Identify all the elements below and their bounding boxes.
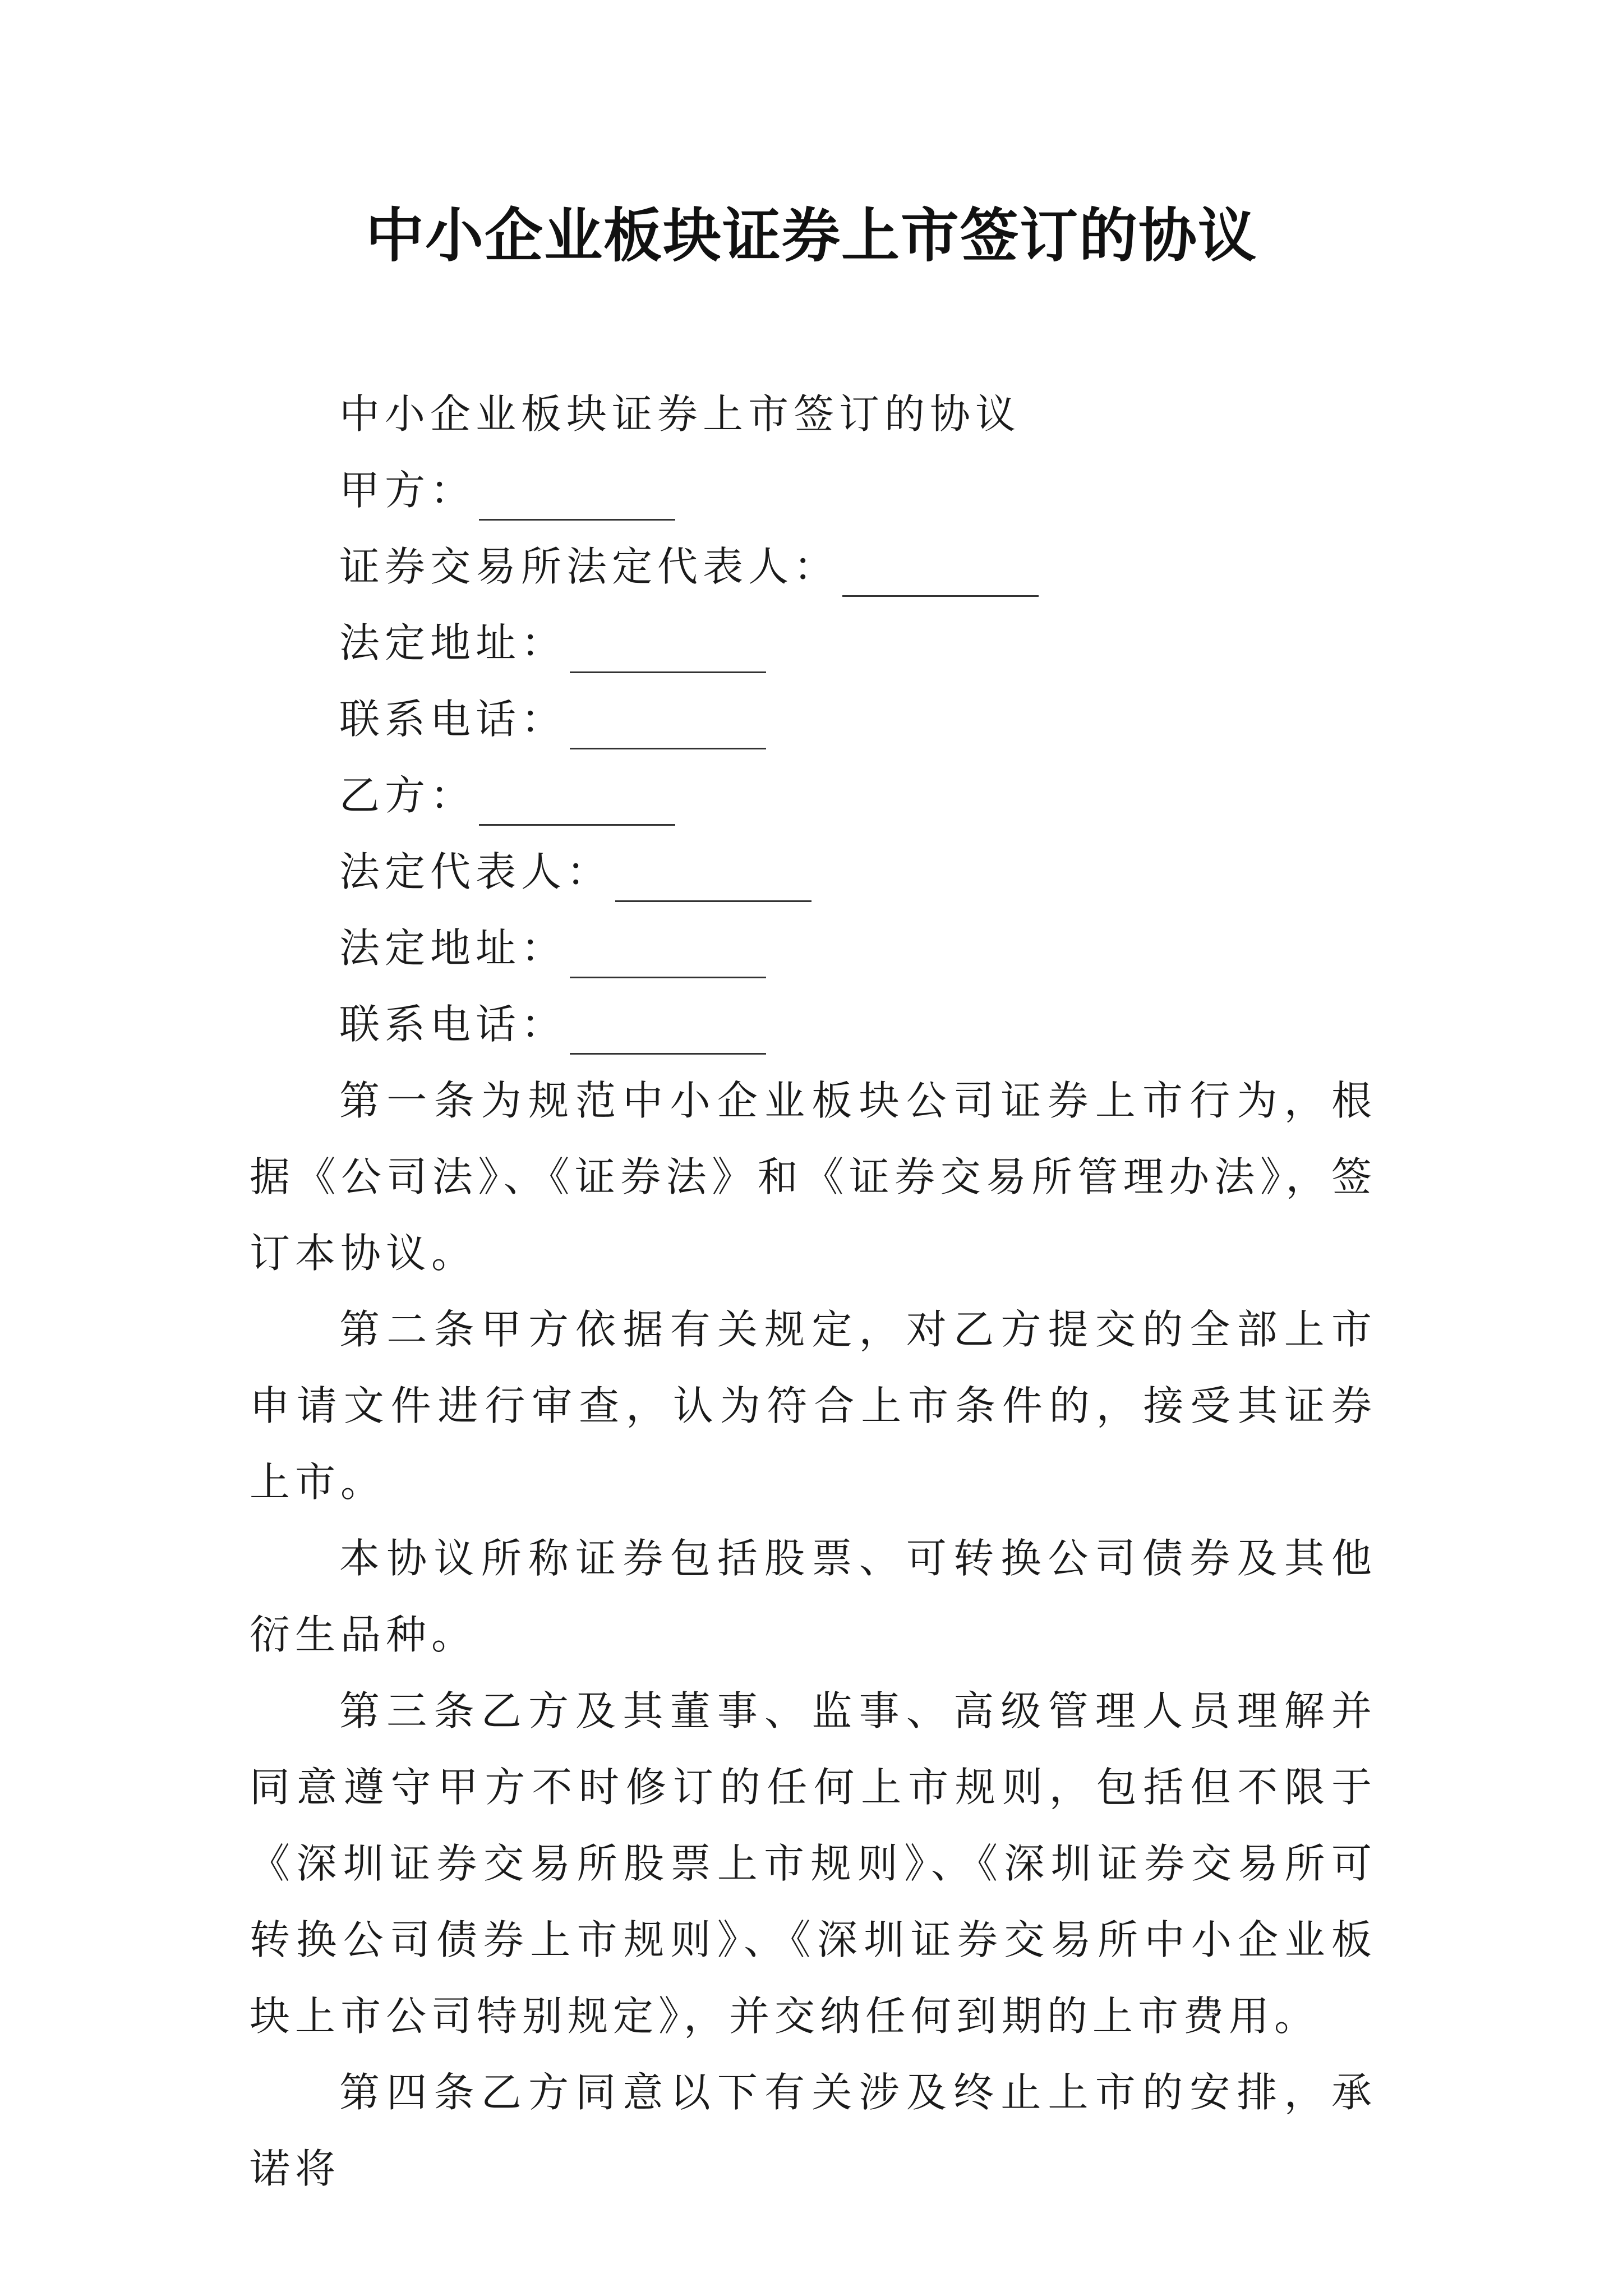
header-line-subtitle xyxy=(250,376,1377,452)
line-label: 乙方： xyxy=(339,772,476,819)
line-label: 法定地址： xyxy=(339,924,567,972)
line-label: 联系电话： xyxy=(339,1001,567,1048)
paragraph-article-1: 第一条为规范中小企业板块公司证券上市行为，根据《公司法》、《证券法》和《证券交易所管理办法》，签订本协议。 xyxy=(250,1077,1377,1277)
header-line-party-a xyxy=(250,452,1377,528)
header-line-party-b xyxy=(250,757,1377,834)
header-line-representative-b xyxy=(250,834,1377,910)
line-label: 甲方： xyxy=(339,467,476,514)
header-line-address-b xyxy=(250,910,1377,986)
header-line-address-a xyxy=(250,605,1377,681)
paragraph-securities-definition: 本协议所称证券包括股票、可转换公司债券及其他衍生品种。 xyxy=(250,1535,1377,1658)
line-label: 中小企业板块证券上市签订的协议 xyxy=(339,390,1021,438)
header-line-phone-a xyxy=(250,681,1377,757)
paragraph-article-2: 第二条甲方依据有关规定，对乙方提交的全部上市申请文件进行审查，认为符合上市条件的，接受其证券上市。 xyxy=(250,1306,1377,1506)
fill-in-blank xyxy=(570,615,766,673)
line-label: 联系电话： xyxy=(339,696,567,743)
paragraph-article-4: 第四条乙方同意以下有关涉及终止上市的安排，承诺将 xyxy=(250,2069,1377,2192)
document-title: 中小企业板块证券上市签订的协议 xyxy=(365,201,1257,270)
line-label: 法定地址： xyxy=(339,619,567,666)
fill-in-blank xyxy=(479,768,675,826)
fill-in-blank xyxy=(570,692,766,749)
header-line-exchange-representative xyxy=(250,528,1377,605)
fill-in-blank xyxy=(842,539,1039,597)
document-body xyxy=(250,376,1377,2207)
fill-in-blank xyxy=(615,844,811,902)
header-line-phone-b xyxy=(250,986,1377,1062)
paragraph-article-3: 第三条乙方及其董事、监事、高级管理人员理解并同意遵守甲方不时修订的任何上市规则，包括但不限于《深圳证券交易所股票上市规则》、《深圳证券交易所可转换公司债券上市规则》、《深圳证券交易所中小企业板块上市公司特别规定》，并交纳任何到期的上市费用。 xyxy=(250,1687,1377,2040)
fill-in-blank xyxy=(479,463,675,521)
fill-in-blank xyxy=(570,921,766,978)
line-label: 证券交易所法定代表人： xyxy=(339,543,840,590)
line-label: 法定代表人： xyxy=(339,848,612,895)
fill-in-blank xyxy=(570,997,766,1055)
